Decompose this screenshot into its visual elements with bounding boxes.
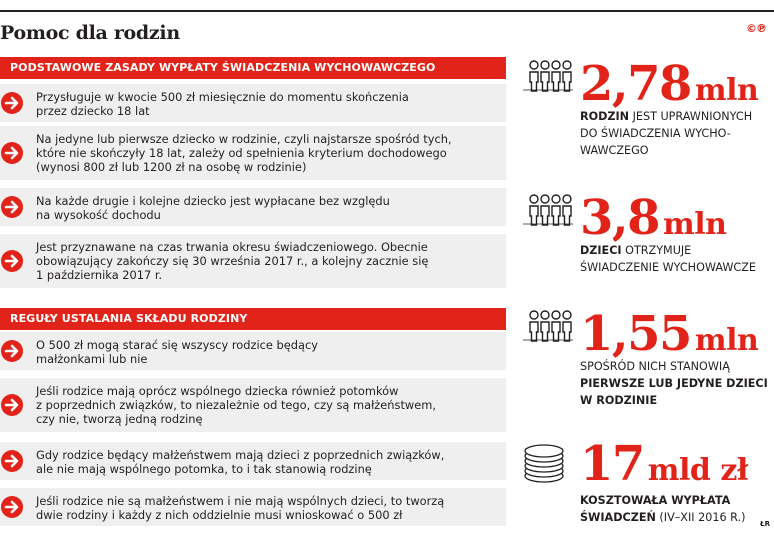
- page-title: Pomoc dla rodzin: [0, 22, 180, 44]
- text-line: obowiązujący zakończy się 30 września 2017 r., a kolejny zacznie się: [36, 254, 429, 268]
- text-line: Na jedyne lub pierwsze dziecko w rodzinie, czyli najstarsze spośród tych,: [36, 132, 452, 146]
- text-line: z poprzednich związków, to niezależnie od tego, czy są małżeństwem,: [36, 398, 436, 412]
- list-item: [0, 332, 506, 370]
- stat-figure: [580, 56, 758, 112]
- arrow-right-icon: [0, 91, 24, 115]
- text-line: na wysokość dochodu: [36, 208, 161, 222]
- text-line: [580, 142, 752, 159]
- emphasis-text: KOSZTOWAŁA WYPŁATA: [580, 494, 731, 507]
- text-line: ale nie mają wspólnego potomka, to i tak stanowią rodzinę: [36, 462, 372, 476]
- stat-value: 17: [580, 436, 644, 492]
- stat-description: [580, 492, 745, 526]
- emphasis-text: W RODZINIE: [580, 394, 658, 407]
- text-line: [580, 509, 745, 526]
- list-item-text: [36, 338, 498, 366]
- text-line: Jeśli rodzice mają oprócz wspólnego dziecka również potomków: [36, 384, 399, 398]
- text-line: [580, 259, 756, 276]
- stat-description: [580, 242, 756, 276]
- stat-figure: [580, 190, 726, 246]
- text-line: małżonkami lub nie: [36, 352, 148, 366]
- list-item-text: [36, 494, 498, 522]
- emphasis-text: ŚWIADCZEŃ: [580, 511, 656, 524]
- list-item: [0, 84, 506, 122]
- text-line: [580, 358, 768, 375]
- text-segment: ŚWIADCZENIE WYCHOWAWCZE: [580, 261, 756, 274]
- people-icon: [522, 310, 574, 342]
- arrow-right-icon: [0, 141, 24, 165]
- people-icon: [522, 194, 574, 226]
- stat-unit: mld zł: [647, 453, 748, 488]
- list-item: [0, 126, 506, 180]
- coins-icon: [522, 440, 566, 484]
- publisher-logo: ©℗: [746, 22, 766, 35]
- emphasis-text: PIERWSZE LUB JEDYNE DZIECI: [580, 377, 768, 390]
- text-segment: (IV–XII 2016 R.): [655, 511, 746, 524]
- list-item-text: [36, 90, 498, 118]
- text-line: [580, 125, 752, 142]
- text-line: przez dziecko 18 lat: [36, 104, 150, 118]
- stat-figure: [580, 436, 748, 492]
- stat-unit: mln: [694, 323, 759, 358]
- text-segment: WAWCZEGO: [580, 144, 649, 157]
- text-line: [580, 108, 752, 125]
- list-item: [0, 442, 506, 480]
- list-item-text: [36, 240, 498, 282]
- section-heading-payment-rules: PODSTAWOWE ZASADY WYPŁATY ŚWIADCZENIA WYCHOWAWCZEGO: [0, 57, 506, 79]
- text-line: czy nie, tworzą jedną rodzinę: [36, 412, 203, 426]
- text-line: 1 października 2017 r.: [36, 268, 163, 282]
- text-line: Gdy rodzice będący małżeństwem mają dzieci z poprzednich związków,: [36, 448, 445, 462]
- text-line: Jeśli rodzice nie są małżeństwem i nie mają wspólnych dzieci, to tworzą: [36, 494, 445, 508]
- stat-block: [522, 190, 768, 300]
- people-icon: [522, 60, 574, 92]
- stat-block: [522, 56, 768, 166]
- stat-block: [522, 436, 768, 536]
- list-item-text: [36, 194, 498, 222]
- list-item-text: [36, 384, 498, 426]
- emphasis-text: RODZIN: [580, 110, 630, 123]
- text-line: [580, 375, 768, 392]
- author-credit: ŁR: [760, 520, 770, 528]
- arrow-right-icon: [0, 339, 24, 363]
- stat-description: [580, 108, 752, 159]
- stat-value: 3,8: [580, 190, 660, 246]
- arrow-right-icon: [0, 249, 24, 273]
- arrow-right-icon: [0, 195, 24, 219]
- text-line: które nie skończyły 18 lat, zależy od spełnienia kryterium dochodowego: [36, 146, 447, 160]
- text-line: [580, 492, 745, 509]
- text-line: [580, 242, 756, 259]
- emphasis-text: DZIECI: [580, 244, 622, 257]
- stat-description: [580, 358, 768, 409]
- list-item: [0, 188, 506, 226]
- arrow-right-icon: [0, 495, 24, 519]
- list-item: [0, 378, 506, 432]
- stat-figure: [580, 306, 758, 362]
- text-segment: JEST UPRAWNIONYCH: [629, 110, 753, 123]
- text-line: O 500 zł mogą starać się wszyscy rodzice będący: [36, 338, 318, 352]
- text-line: Jest przyznawane na czas trwania okresu świadczeniowego. Obecnie: [36, 240, 428, 254]
- arrow-right-icon: [0, 393, 24, 417]
- text-line: Na każde drugie i kolejne dziecko jest wypłacane bez względu: [36, 194, 390, 208]
- list-item: [0, 234, 506, 288]
- text-line: dwie rodziny i każdy z nich oddzielnie musi wnioskować o 500 zł: [36, 508, 403, 522]
- list-item-text: [36, 448, 498, 476]
- stat-value: 2,78: [580, 56, 691, 112]
- text-line: [580, 392, 768, 409]
- stat-unit: mln: [694, 73, 759, 108]
- stat-value: 1,55: [580, 306, 691, 362]
- text-line: Przysługuje w kwocie 500 zł miesięcznie do momentu skończenia: [36, 90, 409, 104]
- top-rule: [0, 10, 774, 12]
- stat-unit: mln: [663, 207, 727, 242]
- text-segment: SPOŚRÓD NICH STANOWIĄ: [580, 360, 730, 373]
- arrow-right-icon: [0, 449, 24, 473]
- text-segment: OTRZYMUJE: [621, 244, 692, 257]
- section-heading-family-rules: REGUŁY USTALANIA SKŁADU RODZINY: [0, 308, 506, 330]
- list-item-text: [36, 132, 498, 174]
- text-line: (wynosi 800 zł lub 1200 zł na osobę w rodzinie): [36, 160, 307, 174]
- text-segment: DO ŚWIADCZENIA WYCHO-: [580, 127, 731, 140]
- stat-block: [522, 306, 768, 416]
- list-item: [0, 488, 506, 526]
